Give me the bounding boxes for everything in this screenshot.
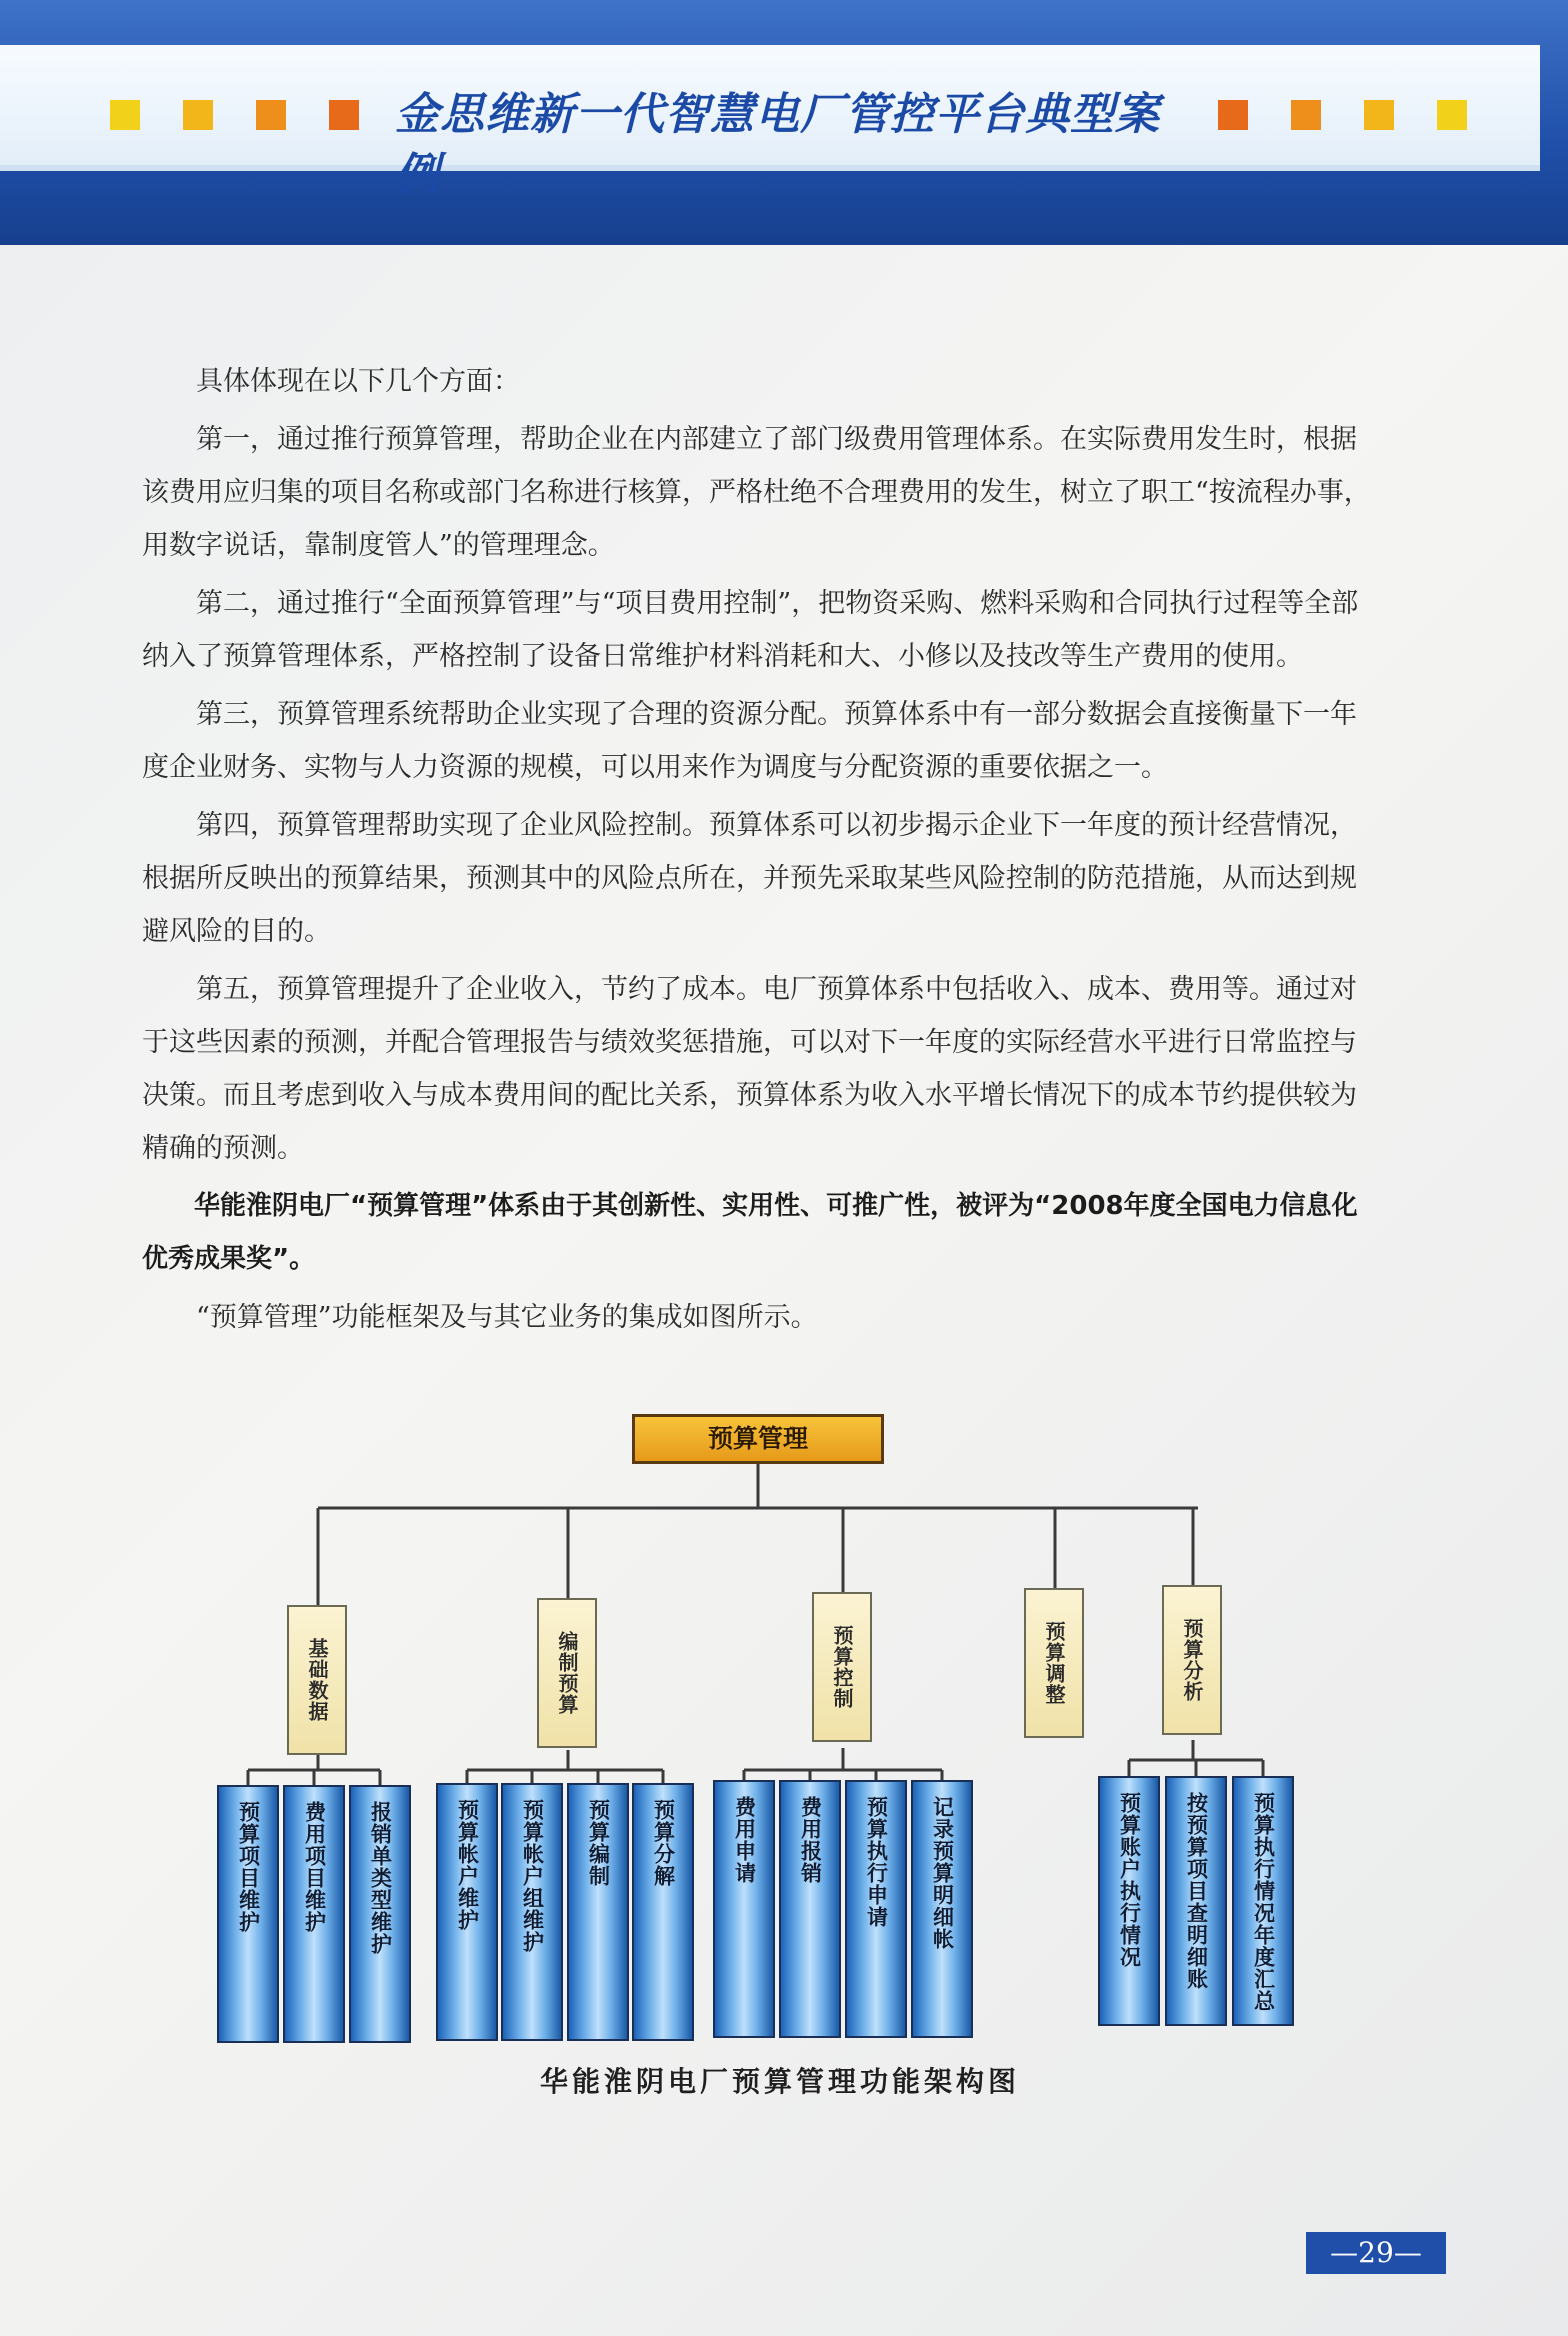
leaf-box <box>911 1780 973 2038</box>
right-square-3 <box>1364 100 1394 130</box>
leaf-label: 按预算项目查明细账 <box>1184 1792 1209 1990</box>
leaf-label: 费用申请 <box>732 1796 757 1884</box>
right-square-2 <box>1291 100 1321 130</box>
right-square-4 <box>1437 100 1467 130</box>
intro-line: 具体体现在以下几个方面： <box>196 366 520 397</box>
paragraph-1: 第一，通过推行预算管理，帮助企业在内部建立了部门级费用管理体系。在实际费用发生时，根据该费用应归集的项目名称或部门名称进行核算，严格杜绝不合理费用的发生，树立了职工“按流程办事，用数字说话，靠制度管人”的管理理念。 <box>142 424 1371 561</box>
leaf-label: 预算帐户组维护 <box>520 1799 545 1953</box>
leaf-box <box>217 1785 279 2043</box>
figure-intro: “预算管理”功能框架及与其它业务的集成如图所示。 <box>196 1302 818 1333</box>
leaf-box <box>501 1783 563 2041</box>
paragraph-4: 第四，预算管理帮助实现了企业风险控制。预算体系可以初步揭示企业下一年度的预计经营情况，根据所反映出的预算结果，预测其中的风险点所在，并预先采取某些风险控制的防范措施，从而达到规避风险的目的。 <box>142 810 1357 947</box>
leaf-label: 预算账户执行情况 <box>1117 1792 1142 1968</box>
leaf-box <box>1232 1776 1294 2026</box>
page-number-value: 29 <box>1358 2236 1394 2269</box>
leaf-label: 记录预算明细帐 <box>930 1796 955 1950</box>
diagram-root-box: 预算管理 <box>632 1414 884 1464</box>
diagram-caption: 华能淮阴电厂预算管理功能架构图 <box>539 2065 1020 2098</box>
group-box-compile-budget <box>537 1598 597 1748</box>
paragraph-3: 第三，预算管理系统帮助企业实现了合理的资源分配。预算体系中有一部分数据会直接衡量下一年度企业财务、实物与人力资源的规模，可以用来作为调度与分配资源的重要依据之一。 <box>142 699 1357 783</box>
body-text <box>142 355 1372 1344</box>
group-box-budget-analysis <box>1162 1585 1222 1735</box>
leaf-label: 预算帐户维护 <box>455 1799 480 1931</box>
paragraph-5: 第五，预算管理提升了企业收入，节约了成本。电厂预算体系中包括收入、成本、费用等。通过对于这些因素的预测，并配合管理报告与绩效奖惩措施，可以对下一年度的实际经营水平进行日常监控与决策。而且考虑到收入与成本费用间的配比关系，预算体系为收入水平增长情况下的成本节约提供较为精确的预测。 <box>142 974 1357 1164</box>
page-number: —29— <box>1306 2232 1446 2274</box>
leaf-label: 预算执行情况年度汇总 <box>1251 1792 1276 2012</box>
leaf-box <box>1165 1776 1227 2026</box>
leaf-box <box>567 1783 629 2041</box>
right-square-1 <box>1218 100 1248 130</box>
leaf-label: 费用项目维护 <box>302 1801 327 1933</box>
leaf-box <box>713 1780 775 2038</box>
group-label: 预算调整 <box>1042 1621 1066 1705</box>
left-square-1 <box>110 100 140 130</box>
group-label: 编制预算 <box>555 1631 579 1715</box>
header-title: 金思维新一代智慧电厂管控平台典型案例 <box>395 89 1160 200</box>
group-label: 预算分析 <box>1180 1618 1204 1702</box>
left-square-2 <box>183 100 213 130</box>
leaf-box <box>436 1783 498 2041</box>
group-box-budget-control <box>812 1592 872 1742</box>
leaf-label: 预算项目维护 <box>236 1801 261 1933</box>
leaf-box <box>283 1785 345 2043</box>
leaf-label: 报销单类型维护 <box>368 1801 393 1955</box>
group-box-basic-data <box>287 1605 347 1755</box>
leaf-box <box>349 1785 411 2043</box>
leaf-label: 预算分解 <box>651 1799 676 1887</box>
leaf-box <box>632 1783 694 2041</box>
group-box-budget-adjust <box>1024 1588 1084 1738</box>
leaf-box <box>845 1780 907 2038</box>
leaf-box <box>779 1780 841 2038</box>
leaf-box <box>1098 1776 1160 2026</box>
group-label: 预算控制 <box>830 1625 854 1709</box>
leaf-label: 预算执行申请 <box>864 1796 889 1928</box>
left-square-4 <box>329 100 359 130</box>
group-label: 基础数据 <box>305 1638 329 1722</box>
award-paragraph: 华能淮阴电厂“预算管理”体系由于其创新性、实用性、可推广性，被评为“2008年度全国电力信息化优秀成果奖”。 <box>142 1191 1358 1274</box>
leaf-label: 预算编制 <box>586 1799 611 1887</box>
leaf-label: 费用报销 <box>798 1796 823 1884</box>
paragraph-2: 第二，通过推行“全面预算管理”与“项目费用控制”，把物资采购、燃料采购和合同执行过程等全部纳入了预算管理体系，严格控制了设备日常维护材料消耗和大、小修以及技改等生产费用的使用。 <box>142 588 1359 672</box>
left-square-3 <box>256 100 286 130</box>
